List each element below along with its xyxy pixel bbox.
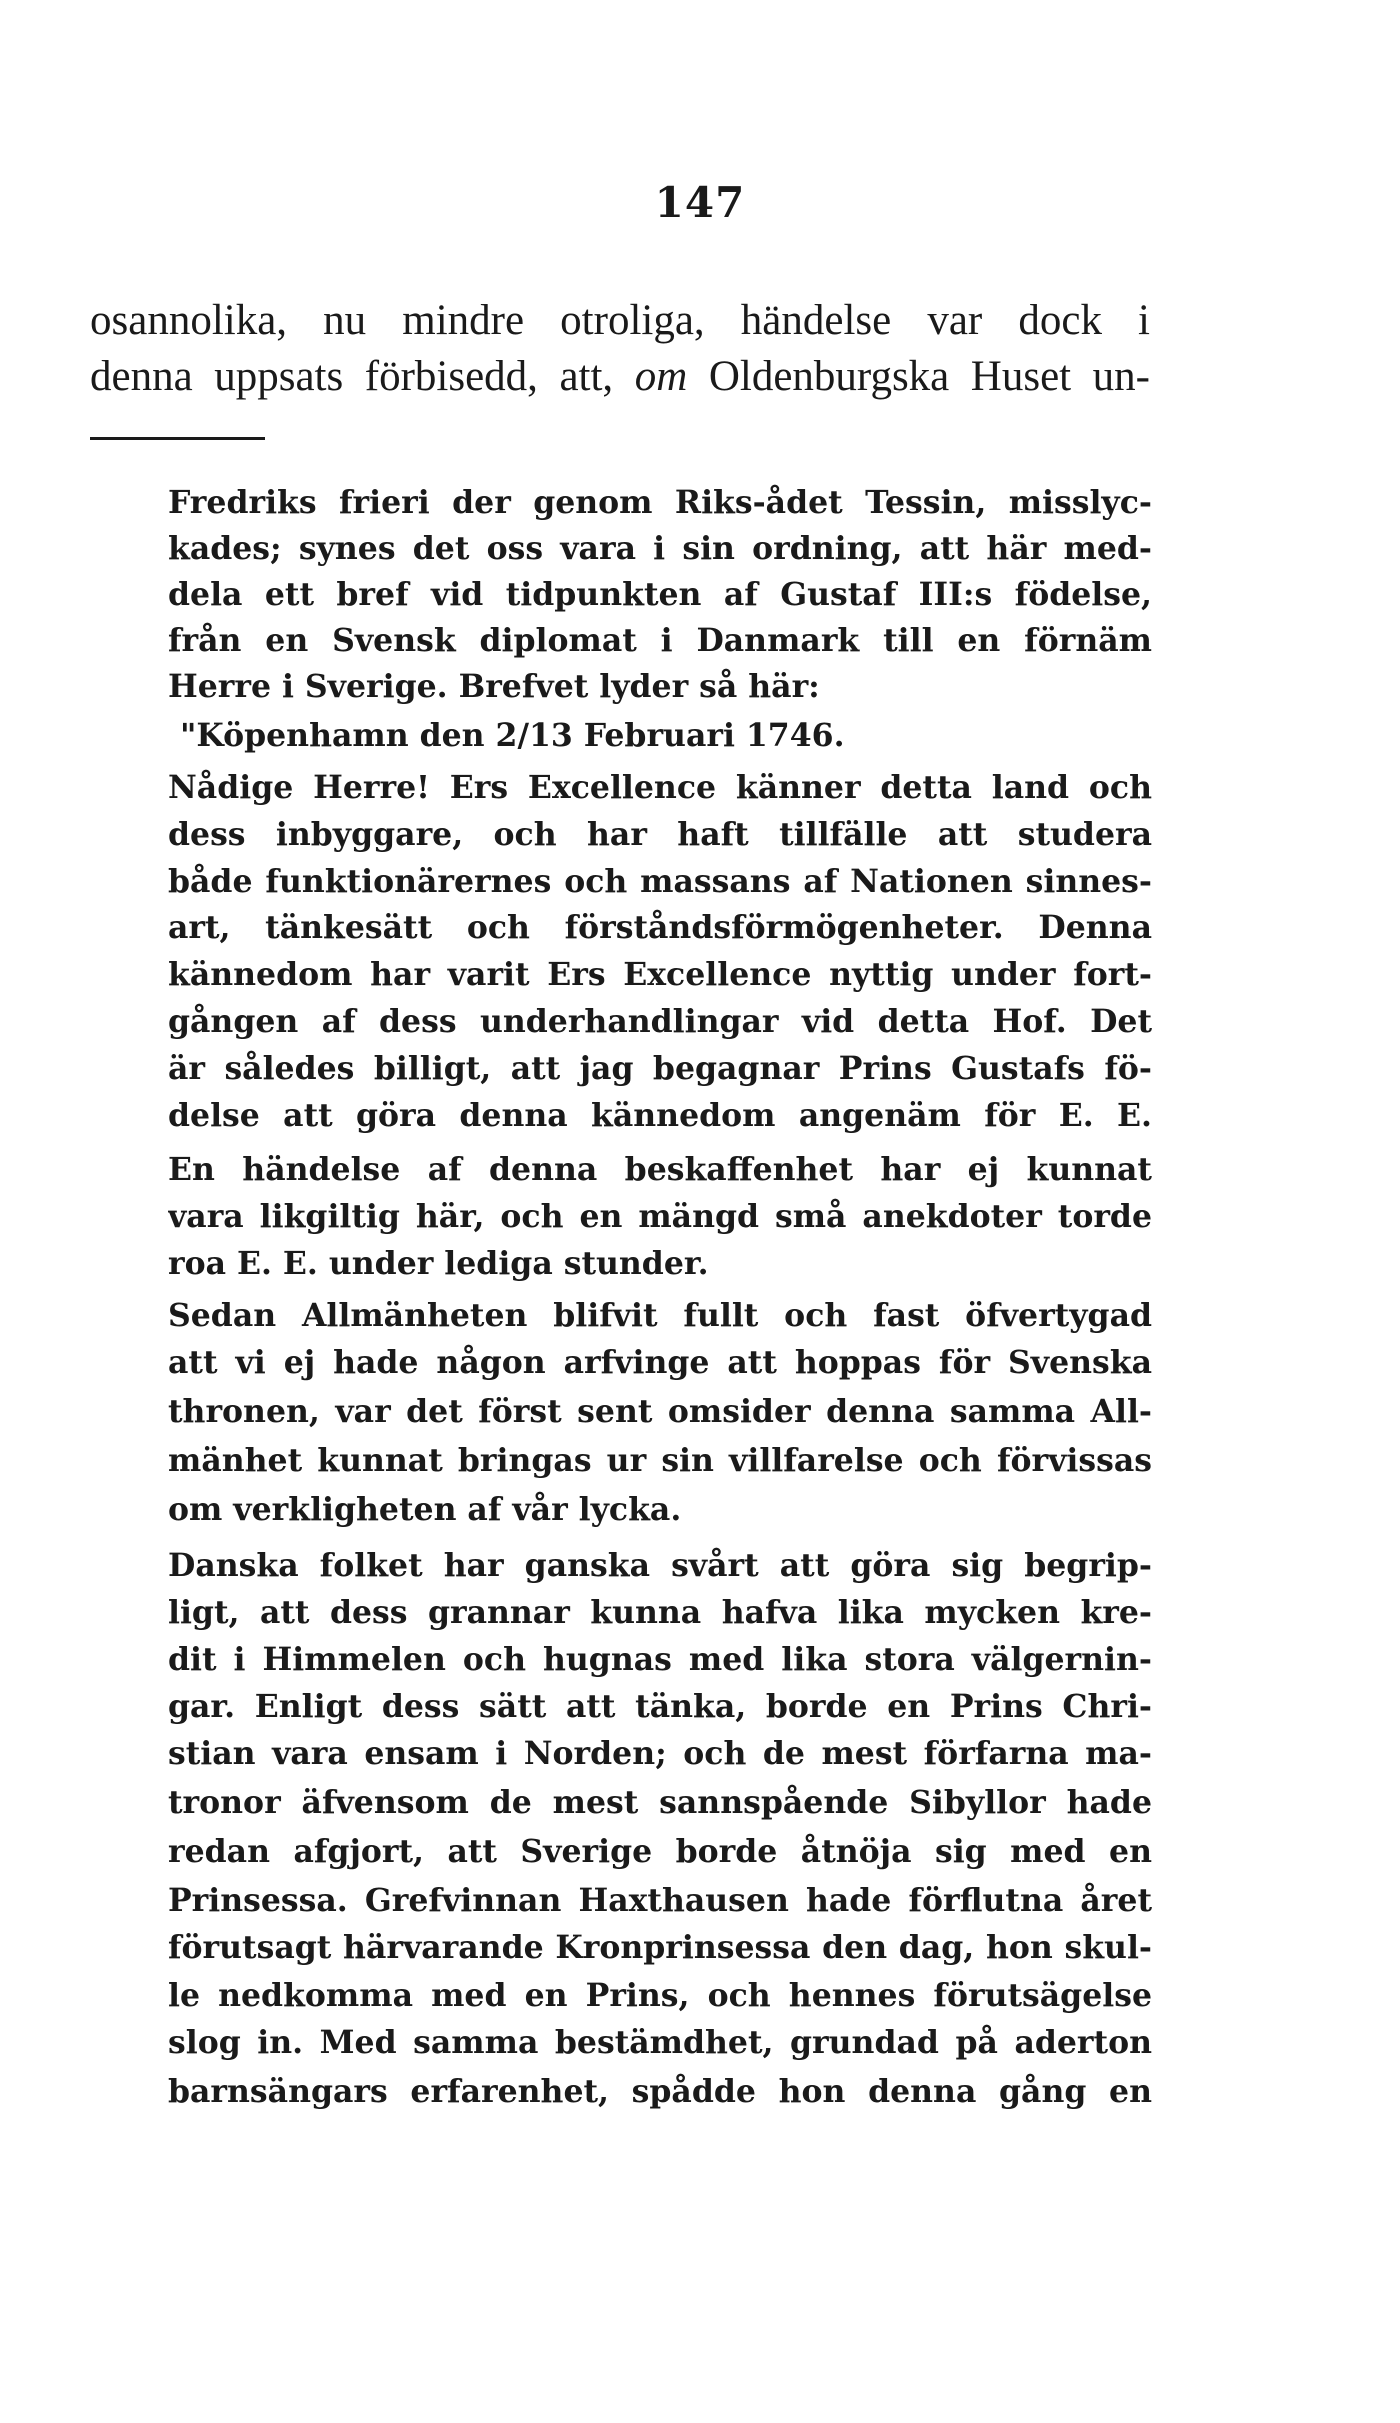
footnote-line: delse att göra denna kännedom angenäm för E. E. <box>168 1097 1152 1134</box>
footnote-line: både funktionärernes och massans af Nationen sinnes- <box>168 863 1152 900</box>
footnote-line: vara likgiltig här, och en mängd små anekdoter torde <box>168 1198 1152 1235</box>
footnote-separator <box>90 437 265 440</box>
footnote-line: Danska folket har ganska svårt att göra sig begrip- <box>168 1547 1152 1584</box>
footnote-line: le nedkomma med en Prins, och hennes förutsägelse <box>168 1977 1152 2014</box>
footnote-line: En händelse af denna beskaffenhet har ej kunnat <box>168 1151 1152 1188</box>
footnote-line: gången af dess underhandlingar vid detta Hof. Det <box>168 1003 1152 1040</box>
footnote-line: gar. Enligt dess sätt att tänka, borde en Prins Chri- <box>168 1688 1152 1725</box>
footnote-line: Nådige Herre! Ers Excellence känner detta land och <box>168 769 1152 806</box>
footnote-line: barnsängars erfarenhet, spådde hon denna gång en <box>168 2073 1152 2110</box>
main-text-line <box>90 291 1150 351</box>
footnote-line: kades; synes det oss vara i sin ordning, att här med- <box>168 530 1152 567</box>
main-text-line <box>90 347 1150 407</box>
footnote-line: stian vara ensam i Norden; och de mest förfarna ma- <box>168 1735 1152 1772</box>
footnote-line: ligt, att dess grannar kunna hafva lika mycken kre- <box>168 1594 1152 1631</box>
main-text-italic: om <box>634 353 688 400</box>
footnote-line: redan afgjort, att Sverige borde åtnöja sig med en <box>168 1833 1152 1870</box>
main-text-span: Oldenburgska Huset un- <box>687 353 1150 400</box>
footnote-line: är således billigt, att jag begagnar Prins Gustafs fö- <box>168 1050 1152 1087</box>
footnote-line: roa E. E. under lediga stunder. <box>168 1245 709 1282</box>
footnote-line: slog in. Med samma bestämdhet, grundad på aderton <box>168 2024 1152 2061</box>
footnote-line: att vi ej hade någon arfvinge att hoppas för Svenska <box>168 1344 1152 1381</box>
footnote-line: art, tänkesätt och förståndsförmögenheter. Denna <box>168 909 1152 946</box>
footnote-line: Prinsessa. Grefvinnan Haxthausen hade förflutna året <box>168 1882 1152 1919</box>
footnote-line: dess inbyggare, och har haft tillfälle att studera <box>168 816 1152 853</box>
footnote-line: dela ett bref vid tidpunkten af Gustaf III:s födelse, <box>168 576 1152 613</box>
footnote-line: dit i Himmelen och hugnas med lika stora välgernin- <box>168 1641 1152 1678</box>
footnote-line: Sedan Allmänheten blifvit fullt och fast öfvertygad <box>168 1297 1152 1334</box>
footnote-line: thronen, var det först sent omsider denna samma All- <box>168 1393 1152 1430</box>
footnote-line: från en Svensk diplomat i Danmark till en förnäm <box>168 622 1152 659</box>
main-text-span: denna uppsats förbisedd, att, <box>90 353 635 400</box>
footnote-line: kännedom har varit Ers Excellence nyttig under fort- <box>168 956 1152 993</box>
footnote-line: förutsagt härvarande Kronprinsessa den dag, hon skul- <box>168 1929 1152 1966</box>
footnote-line: Herre i Sverige. Brefvet lyder så här: <box>168 668 820 705</box>
footnote-line: mänhet kunnat bringas ur sin villfarelse och förvissas <box>168 1442 1152 1479</box>
footnote-line: om verkligheten af vår lycka. <box>168 1491 682 1528</box>
footnote-line: Fredriks frieri der genom Riks-ådet Tessin, misslyc- <box>168 484 1152 521</box>
page-number: 147 <box>654 178 746 227</box>
footnote-line: "Köpenhamn den 2/13 Februari 1746. <box>180 717 845 754</box>
main-text-span: osannolika, nu mindre otroliga, händelse var dock i <box>90 297 1150 344</box>
footnote-line: tronor äfvensom de mest sannspående Sibyllor hade <box>168 1784 1152 1821</box>
